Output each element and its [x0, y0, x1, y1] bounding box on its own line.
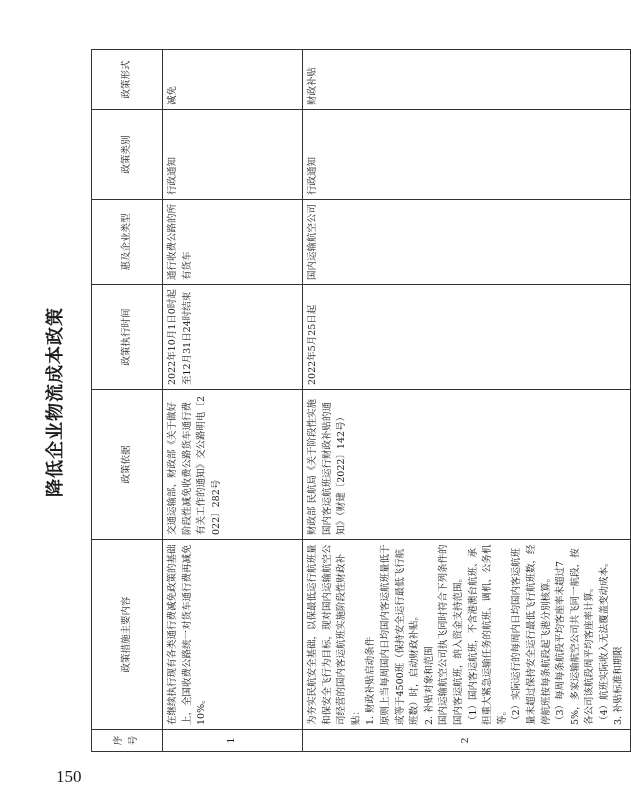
content-line: 1. 财政补贴启动条件	[365, 636, 377, 725]
header-category: 政策类别	[92, 110, 163, 200]
table-row	[163, 50, 303, 752]
row-time: 2022年5月25日起	[303, 285, 631, 390]
row-seq: 1	[163, 730, 303, 752]
row-basis: 财政部 民航局《关于阶段性实施国内客运航班运行财政补贴的通知》（财建〔2022〕142号）	[303, 390, 631, 540]
row-time: 2022年10月1日0时起至12月31日24时结束	[163, 285, 303, 390]
table-header-row	[92, 50, 163, 752]
content-line: 国内运输航空公司执飞同时符合下列条件的国内客运航班，纳入资金支持范围。	[438, 544, 464, 725]
header-seq: 序号	[92, 730, 163, 752]
header-beneficiary: 惠及企业类型	[92, 200, 163, 285]
row-content	[303, 540, 631, 730]
rotated-sheet	[41, 52, 625, 752]
content-line: （4）航班实际收入无法覆盖变动成本。	[598, 557, 610, 725]
header-time: 政策执行时间	[92, 285, 163, 390]
content-line: （3）每周每条航段平均客座率未超过75%，多家运输航空公司共飞同一航段，按各公司该航段周平均客座率计算。	[555, 548, 596, 725]
row-beneficiary: 国内运输航空公司	[303, 200, 631, 285]
header-basis: 政策依据	[92, 390, 163, 540]
content-line: 原则上当每周国内日均国内客运航班量低于或等于4500班（保持安全运行最低飞行航班数）时，启动财政补贴。	[379, 544, 421, 725]
row-beneficiary: 通行收费公路的所有货车	[163, 200, 303, 285]
row-seq: 2	[303, 730, 631, 752]
row-form: 减免	[163, 50, 303, 110]
content-line: （2）实际运行的每周内日均国内客运航班量未超过保持安全运行最低飞行航班数，经停航班按每条航段起飞港分别核算。	[511, 544, 552, 725]
row-form: 财政补贴	[303, 50, 631, 110]
header-form: 政策形式	[92, 50, 163, 110]
row-category: 行政通知	[163, 110, 303, 200]
content-line: 为夯实民航安全基础，以保最低运行航班量和保安全飞行为目标，现对国内运输航空公司经营的国内客运航班实施阶段性财政补贴：	[307, 544, 362, 725]
content-line: 在继续执行现有各类通行费减免政策的基础上，全国收费公路统一对货车通行费再减免10%。	[167, 544, 208, 725]
page-number: 150	[56, 767, 82, 786]
policy-table	[91, 49, 631, 752]
document-title: 降低企业物流成本政策	[45, 307, 66, 497]
header-content: 政策措施主要内容	[92, 540, 163, 730]
row-basis: 交通运输部、财政部《关于做好阶段性减免收费公路货车通行费有关工作的通知》交公路明电〔2022〕282号	[163, 390, 303, 540]
table-row	[303, 50, 631, 752]
content-line: （1）国内客运航班，不含港澳台航班、承担重大紧急运输任务的航班、调机、公务机等。	[467, 544, 508, 725]
content-line: 3. 补贴标准和期限	[613, 646, 625, 725]
row-content	[163, 540, 303, 730]
content-line: 2. 补贴对象和范围	[423, 646, 435, 725]
row-category: 行政通知	[303, 110, 631, 200]
